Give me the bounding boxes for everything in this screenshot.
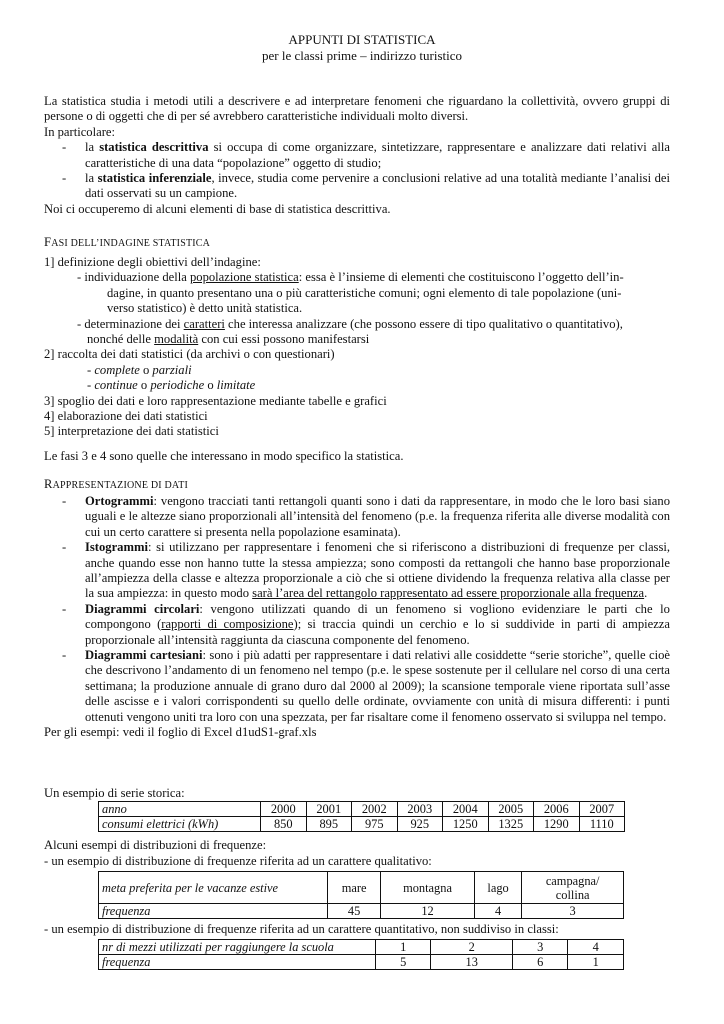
table-row: frequenza 5 13 6 1 bbox=[99, 955, 624, 970]
fase-5: 5] interpretazione dei dati statistici bbox=[44, 424, 219, 439]
term-diagrammi-cartesiani: Diagrammi cartesiani bbox=[85, 648, 203, 663]
distr-quantitativo-intro: - un esempio di distribuzione di frequenze riferita ad un carattere quantitativo, non suddiviso in classi: bbox=[44, 922, 559, 936]
table-row: frequenza 45 12 4 3 bbox=[99, 904, 624, 919]
fase-2-continue: - continue o periodiche o limitate bbox=[87, 378, 256, 393]
list-item: - Diagrammi circolari: vengono utilizzati quando di un fenomeno si vogliono evidenziare le parti che lo compongono (rapporti di composizione); si traccia quindi un cerchio e lo si suddivide in parti di ampiezza proporzionale all’intensità raggiunta da ciascuna componente del fenomeno. bbox=[62, 601, 670, 647]
fase-2-complete: - complete o parziali bbox=[87, 362, 192, 377]
fase-1-popolazione-cont: verso statistico) è detto unità statistica. bbox=[107, 301, 303, 316]
serie-storica-table bbox=[98, 801, 625, 832]
list-item: - la statistica inferenziale, invece, studia come pervenire a conclusioni relative ad una totalità mediante l’analisi dei dati osservati su un campione. bbox=[62, 171, 670, 201]
intro-in-particolare: In particolare: bbox=[44, 124, 115, 139]
list-item: - Istogrammi: si utilizzano per rappresentare i fenomeni che si riferiscono a distribuzioni di frequenze per classi, anche quando esse non hanno tutte la stessa ampiezza; sono composti da rettangoli che hanno base proporzionale all’ampiezza della classe e altezza proporzionale a ciò che si ottiene dividendo la frequenza relativa alla classe per la sua ampiezza: in questo modo sarà l’area del rettangolo rappresentato ad essere proporzionale alla frequenza. bbox=[62, 540, 670, 601]
document-subtitle: per le classi prime – indirizzo turistico bbox=[262, 48, 462, 63]
term-ortogrammi: Ortogrammi bbox=[85, 494, 154, 508]
fase-3: 3] spoglio dei dati e loro rappresentazione mediante tabelle e grafici bbox=[44, 393, 387, 408]
table-row: anno 2000 2001 2002 2003 2004 2005 2006 2007 bbox=[99, 802, 625, 817]
table-row: consumi elettrici (kWh) 850 895 975 925 1250 1325 1290 1110 bbox=[99, 817, 625, 832]
distr-qualitativo-intro: - un esempio di distribuzione di frequenze riferita ad un carattere qualitativo: bbox=[44, 854, 432, 868]
term-statistica-descrittiva: statistica descrittiva bbox=[99, 140, 209, 155]
term-diagrammi-circolari: Diagrammi circolari bbox=[85, 601, 200, 616]
distribuzione-quantitativa-table bbox=[98, 939, 624, 970]
term-istogrammi: Istogrammi bbox=[85, 540, 148, 555]
section-heading-rappresentazione: RAPPRESENTAZIONE DI DATI bbox=[44, 477, 189, 491]
fase-1-caratteri: - determinazione dei caratteri che interessa analizzare (che possono essere di tipo qualitativo o quantitativo), bbox=[77, 316, 623, 331]
table-row: meta preferita per le vacanze estive mare montagna lago campagna/ collina bbox=[99, 872, 624, 904]
fase-1: 1] definizione degli obiettivi dell’indagine: bbox=[44, 255, 261, 269]
distribuzione-qualitativa-table bbox=[98, 871, 624, 919]
serie-intro: Un esempio di serie storica: bbox=[44, 786, 185, 800]
list-item: - Diagrammi cartesiani: sono i più adatti per rappresentare i dati relativi alle cosiddette “serie storiche”, quelle cioè che descrivono l’andamento di un fenomeno nel tempo (p.e. le spese sostenute per il cellulare nel corso di una certa settimana; la produzione annuale di grano duro dal 2000 al 2009); la scansione temporale viene riportata sull’asse delle ascisse e i valori corrispondenti su quello delle ordinate, ovviamente con unità di misura differenti: i punti ottenuti vengono uniti tra loro con una spezzata, per far risaltare come il fenomeno osservato si sviluppa nel tempo. bbox=[62, 648, 670, 724]
intro-paragraph: La statistica studia i metodi utili a descrivere e ad interpretare fenomeni che riguardano la collettività, ovvero gruppi di persone o di oggetti che di per sé avrebbero caratteristiche individuali molto diversi. bbox=[44, 94, 670, 124]
intro-section bbox=[44, 94, 670, 217]
fase-1-popolazione-cont: dagine, in quanto presentano una o più caratteristiche comuni; ogni elemento di tale popolazione (uni- bbox=[107, 285, 622, 300]
fase-1-caratteri-cont: nonché delle modalità con cui essi possono manifestarsi bbox=[87, 332, 370, 347]
list-item: - Ortogrammi: vengono tracciati tanti rettangoli quanti sono i dati da rappresentare, in modo che le loro basi siano uguali e le altezze siano proporzionali all’intensità del fenomeno (p.e. la frequenza riferita alle diverse modalità con cui un certo carattere si presenta nella popolazione esaminata). bbox=[62, 494, 670, 539]
table-row: nr di mezzi utilizzati per raggiungere la scuola 1 2 3 4 bbox=[99, 940, 624, 955]
list-item: - la statistica descrittiva si occupa di come organizzare, sintetizzare, rappresentare e analizzare dati relativi alla caratteristiche di una data “popolazione” oggetto di studio; bbox=[62, 140, 670, 170]
esempi-note: Per gli esempi: vedi il foglio di Excel d1udS1-graf.xls bbox=[44, 725, 317, 740]
distr-intro: Alcuni esempi di distribuzioni di frequenze: bbox=[44, 838, 267, 852]
rappresentazione-list bbox=[44, 494, 670, 741]
section-heading-fasi: FASI DELL’INDAGINE STATISTICA bbox=[44, 235, 211, 249]
fasi-list bbox=[44, 255, 670, 464]
document-title: APPUNTI DI STATISTICA bbox=[288, 32, 436, 47]
term-statistica-inferenziale: statistica inferenziale bbox=[97, 171, 212, 186]
intro-closing: Noi ci occuperemo di alcuni elementi di base di statistica descrittiva. bbox=[44, 201, 391, 216]
fase-1-popolazione: - individuazione della popolazione statistica: essa è l’insieme di elementi che costituiscono l’oggetto dell’in- bbox=[77, 270, 624, 285]
fase-2: 2] raccolta dei dati statistici (da archivi o con questionari) bbox=[44, 347, 335, 362]
fase-4: 4] elaborazione dei dati statistici bbox=[44, 409, 208, 424]
fasi-note: Le fasi 3 e 4 sono quelle che interessano in modo specifico la statistica. bbox=[44, 448, 404, 463]
